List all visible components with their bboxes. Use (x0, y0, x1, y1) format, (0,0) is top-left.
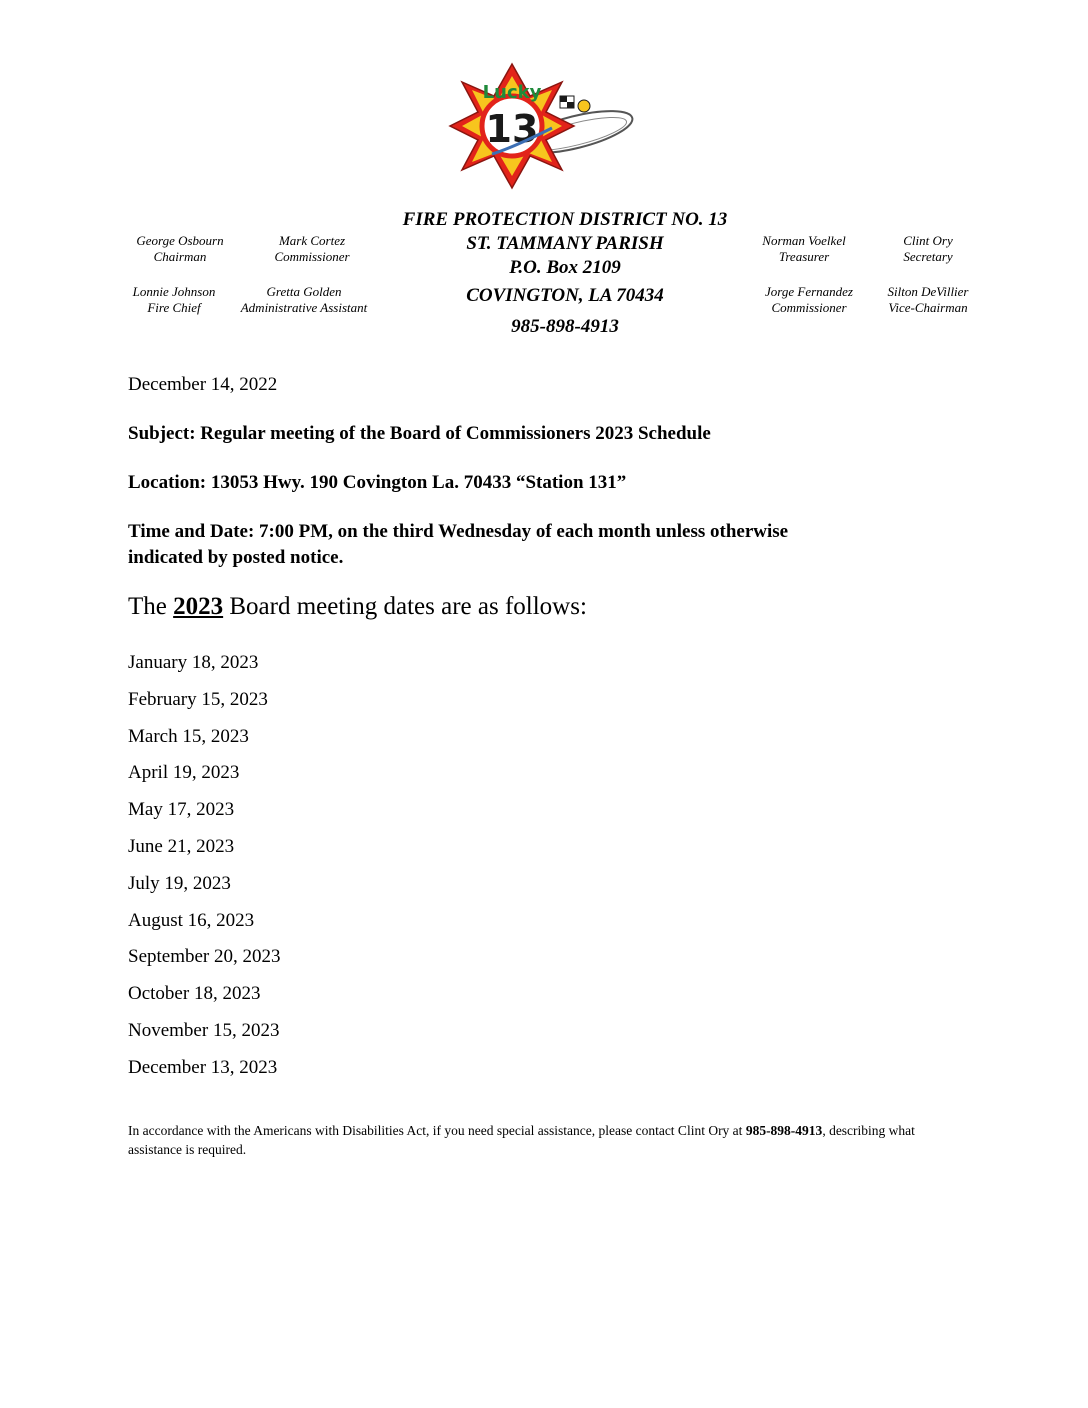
district-name: FIRE PROTECTION DISTRICT NO. 13 (402, 209, 728, 230)
letter-subject: Subject: Regular meeting of the Board of Commissioners 2023 Schedule (128, 423, 711, 444)
official-vice-chairman (868, 284, 988, 316)
official-title: Fire Chief (147, 300, 201, 315)
dates-intro (128, 592, 587, 622)
parish-name: ST. TAMMANY PARISH (466, 233, 664, 254)
meeting-date: September 20, 2023 (128, 946, 281, 968)
official-title: Vice-Chairman (888, 300, 968, 315)
ada-text-after: , describing what assistance is required. (128, 1123, 915, 1157)
meeting-date: August 16, 2023 (128, 909, 255, 931)
official-name: Jorge Fernandez (765, 284, 853, 299)
district-logo (448, 62, 640, 190)
letter-time-line-1: Time and Date: 7:00 PM, on the third Wednesday of each month unless otherwise (128, 521, 789, 542)
official-commissioner-2 (744, 284, 874, 316)
letter-location: Location: 13053 Hwy. 190 Covington La. 70433 “Station 131” (128, 472, 627, 493)
official-name: Silton DeVillier (887, 284, 969, 299)
official-name: Gretta Golden (266, 284, 342, 299)
meeting-date: January 18, 2023 (128, 652, 259, 673)
logo-lucky-text: Lucky (482, 82, 542, 103)
meeting-date: March 15, 2023 (128, 725, 249, 747)
official-admin-assistant (224, 284, 384, 316)
ada-notice (128, 1121, 968, 1159)
district-phone: 985-898-4913 (511, 316, 619, 337)
official-chairman (120, 233, 240, 265)
intro-suffix: Board meeting dates are as follows: (223, 593, 587, 620)
official-name: George Osbourn (136, 233, 224, 248)
meeting-date: June 21, 2023 (128, 835, 235, 857)
intro-year: 2023 (173, 593, 224, 620)
logo-number: 13 (485, 107, 539, 151)
letter-time-line-2: indicated by posted notice. (128, 547, 344, 568)
city-address: COVINGTON, LA 70434 (466, 285, 664, 306)
official-name: Mark Cortez (278, 233, 346, 248)
meeting-date: July 19, 2023 (128, 872, 231, 894)
official-name: Clint Ory (903, 233, 953, 248)
official-title: Administrative Assistant (240, 300, 368, 315)
official-title: Chairman (153, 249, 207, 264)
letter-date: December 14, 2022 (128, 374, 278, 395)
official-name: Norman Voelkel (762, 233, 846, 248)
ada-phone: 985-898-4913 (745, 1123, 823, 1138)
intro-prefix: The (128, 593, 174, 620)
meeting-date: February 15, 2023 (128, 688, 268, 710)
meeting-date: December 13, 2023 (128, 1056, 278, 1078)
official-title: Treasurer (778, 249, 830, 264)
official-commissioner (252, 233, 372, 265)
meeting-dates-list (128, 650, 281, 1092)
official-title: Commissioner (274, 249, 350, 264)
official-treasurer (744, 233, 864, 265)
ada-text-before: In accordance with the Americans with Disabilities Act, if you need special assistance, please contact Clint Ory at (128, 1123, 746, 1138)
po-box: P.O. Box 2109 (509, 257, 621, 278)
meeting-date: April 19, 2023 (128, 762, 240, 784)
official-title: Commissioner (771, 300, 847, 315)
meeting-date: May 17, 2023 (128, 799, 235, 821)
meeting-date: November 15, 2023 (128, 1019, 280, 1041)
official-title: Secretary (903, 249, 953, 264)
official-fire-chief (114, 284, 234, 316)
official-secretary (868, 233, 988, 265)
official-name: Lonnie Johnson (132, 284, 216, 299)
meeting-date: October 18, 2023 (128, 983, 261, 1005)
